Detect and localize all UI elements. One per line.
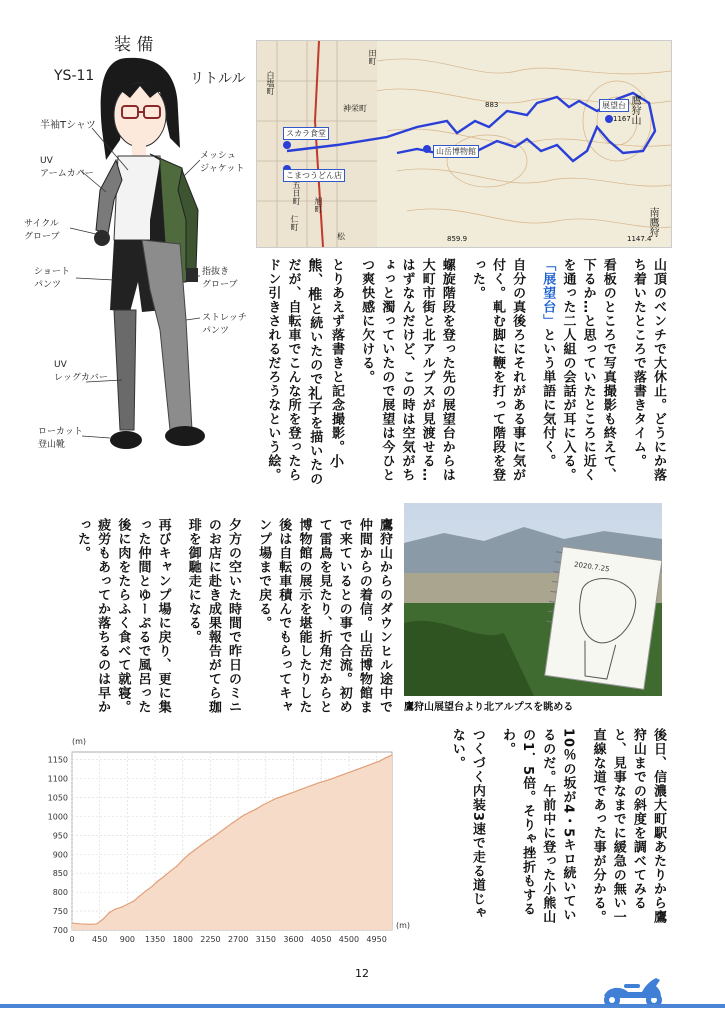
label-cycle-glove: サイクル グローブ (24, 219, 60, 242)
chart-data-point (219, 832, 220, 833)
map-town-1: 五日町 (292, 181, 301, 205)
text-paragraph: 自分の真後ろにそれがある事に気が付く。軋む脚に鞭を打って階段を登った。 (469, 258, 526, 482)
character-drawing (10, 20, 250, 490)
chart-data-point (250, 811, 251, 812)
chart-data-point (127, 904, 128, 905)
map-label-skylark: スカラ食堂 (283, 127, 329, 140)
chart-data-point (274, 798, 275, 799)
chart-data-point (373, 763, 374, 764)
name-koguma: 小熊 (306, 258, 345, 470)
map-town-5: 白塩町 (266, 71, 275, 95)
map-label-south: 南鷹狩 (647, 207, 658, 237)
chart-x-tick-label: 900 (119, 935, 136, 944)
map-label-udon: こまつうどん店 (283, 169, 345, 182)
chart-data-point (336, 776, 337, 777)
label-uv-arm: UV アームカバー (40, 156, 94, 179)
topographic-map (257, 41, 671, 247)
chart-x-tick-label: 450 (92, 935, 108, 944)
bike-name: リトルル (190, 71, 246, 87)
chart-data-point (318, 782, 319, 783)
chart-data-point (231, 823, 232, 824)
chart-x-tick-label: 1800 (172, 935, 193, 944)
chart-data-point (311, 785, 312, 786)
chart-data-point (281, 796, 282, 797)
text-paragraph: 螺旋階段を登った先の展望台からは大町市街と北アルプスが見渡せる…はずなんだけど、この時は空気がちょっと濁っていたので展望は今ひとつ爽快感に欠ける。 (359, 258, 455, 482)
chart-data-point (71, 923, 72, 924)
chart-data-point (348, 772, 349, 773)
chart-data-point (96, 923, 97, 924)
chart-data-point (225, 827, 226, 828)
equipment-title: 装 備 (114, 35, 154, 55)
chart-data-point (385, 757, 386, 758)
map-label-observatory: 展望台 (599, 99, 629, 112)
text-paragraph: つくづく内装3速で走る道じゃない。 (449, 728, 485, 921)
highlight-observatory: 「展望台」 (540, 258, 556, 328)
chart-data-point (90, 924, 91, 925)
map-elev-4: 859.9 (447, 235, 468, 243)
chart-y-axis-label: (m) (72, 737, 87, 746)
map-label-mountain: 鷹狩山 (629, 95, 640, 125)
chart-y-tick-label: 1000 (47, 812, 68, 822)
chart-data-point (244, 814, 245, 815)
chart-y-tick-label: 1050 (47, 793, 68, 803)
chart-x-tick-label: 4950 (366, 935, 387, 944)
chart-x-tick-label: 0 (69, 935, 75, 944)
route-map (256, 40, 672, 248)
label-stretch-pants: ストレッチ パンツ (202, 313, 247, 336)
name-shii: 椎 (306, 287, 323, 303)
chart-y-tick-label: 1100 (47, 774, 68, 784)
elevation-chart (40, 730, 420, 950)
chart-data-point (151, 886, 152, 887)
chart-x-tick-label: 3150 (255, 935, 277, 944)
chart-y-tick-label: 750 (52, 907, 68, 917)
text-paragraph: 10％の坂が4・5キロ続いているのだ。午前中に登った小熊山の1．5倍。そりゃ挫折もするわ。 (500, 728, 576, 924)
map-label-museum: 山岳博物館 (433, 145, 479, 158)
chart-data-point (201, 845, 202, 846)
chart-y-tick-label: 850 (52, 869, 68, 879)
chart-data-point (170, 870, 171, 871)
chart-data-point (121, 907, 122, 908)
label-shoes: ローカット 登山靴 (38, 427, 83, 450)
chart-data-point (213, 836, 214, 837)
text-paragraph: 鷹狩山からのダウンヒル途中で仲間からの着信。山岳博物館まで来ているとの事で合流。初めて雷鳥を見たり、折角だからと博物館の展示を堪能したりした後は自転車積んでもらってキャンプ場まで戻る。 (256, 518, 392, 714)
chart-data-point (194, 849, 195, 850)
map-elev-1: 883 (485, 101, 499, 109)
footer-bar (0, 1004, 725, 1008)
chart-data-point (293, 792, 294, 793)
chart-data-point (305, 787, 306, 788)
text-paragraph: 夕方の空いた時間で昨日のミニのお店に赴き成果報告がてら珈琲を御馳走になる。 (185, 518, 242, 714)
map-town-3: 旭町 (314, 197, 323, 213)
chart-data-point (176, 866, 177, 867)
chart-x-tick-label: 2250 (200, 935, 221, 944)
chart-data-point (324, 781, 325, 782)
chart-y-tick-label: 950 (52, 831, 68, 841)
chart-data-point (299, 789, 300, 790)
chart-data-point (102, 919, 103, 920)
text-paragraph: 再びキャンプ場に戻り、更に集った仲間とゆーぷるで風呂った後に肉をたらふく食べて就寝。疲労もあってか落ちるのは早かった。 (75, 518, 171, 714)
chart-x-tick-label: 4050 (311, 935, 332, 944)
label-short-pants: ショート パンツ (34, 267, 70, 290)
map-town-7: 松 (337, 232, 345, 241)
equipment-illustration (10, 20, 250, 490)
chart-x-tick-label: 1350 (144, 935, 166, 944)
label-finger-glove: 指抜き グローブ (202, 267, 238, 290)
page-number: 12 (355, 967, 369, 980)
text-paragraph: 山頂のベンチで大休止。どうにか落ち着いたところで落書きタイム。 (630, 258, 666, 482)
chart-x-tick-label: 3600 (283, 935, 304, 944)
text-paragraph: とりあえず落書きと記念撮影。小熊、椎と続いたので礼子を描いたのだが、自転車でこんな所を登ったらドン引きされるだろうなという絵。 (265, 258, 345, 487)
chart-data-point (139, 895, 140, 896)
sketch-date: 2020.7.25 (573, 560, 611, 574)
chart-data-point (207, 840, 208, 841)
label-uv-leg: UV レッグカバー (54, 360, 108, 383)
chart-y-tick-label: 800 (52, 888, 68, 898)
name-reiko: 礼子 (306, 386, 323, 417)
chart-data-point (114, 909, 115, 910)
chart-data-point (367, 765, 368, 766)
map-town-6: 田町 (368, 49, 377, 65)
text-block-gradient (424, 728, 668, 928)
chart-data-point (81, 923, 82, 924)
chart-data-point (158, 880, 159, 881)
chart-data-point (256, 808, 257, 809)
label-shirt: 半袖Tシャツ (40, 120, 96, 131)
observatory-photo (404, 503, 662, 696)
mountain-photo (404, 503, 662, 696)
chart-data-point (391, 754, 392, 755)
chart-x-tick-label: 2700 (227, 935, 249, 944)
chart-data-point (354, 770, 355, 771)
photo-caption: 鷹狩山展望台より北アルプスを眺める (404, 702, 574, 713)
chart-y-tick-label: 700 (52, 926, 68, 935)
map-town-4: 神栄町 (343, 104, 367, 113)
chart-data-point (287, 794, 288, 795)
chart-data-point (108, 912, 109, 913)
chart-data-point (342, 774, 343, 775)
chart-data-point (188, 854, 189, 855)
chart-data-point (262, 804, 263, 805)
chart-data-point (330, 779, 331, 780)
text-paragraph: 後日、信濃大町駅あたりから鷹狩山までの斜度を調べてみると、見事なまでに緩急の無い一直線な道であった事が分かる。 (590, 728, 666, 924)
map-elev-3: 1147.4 (627, 235, 652, 243)
chart-x-tick-label: 4500 (338, 935, 360, 944)
map-town-2: 仁町 (290, 215, 299, 231)
chart-data-point (238, 818, 239, 819)
chart-data-point (145, 890, 146, 891)
label-mesh-jacket: メッシュ ジャケット (200, 151, 245, 174)
chart-y-tick-label: 900 (52, 850, 68, 860)
text-paragraph: 看板のところで写真撮影も終えて、下るか…と思っていたところに近くを通った二人組の会話が耳に入る。「展望台」という単語に気付く。 (540, 258, 616, 482)
bike-model: YS-11 (54, 68, 95, 84)
text-block-downhill (64, 518, 394, 714)
chart-data-point (361, 767, 362, 768)
map-elev-2: 1167 (613, 115, 631, 123)
chart-data-point (182, 859, 183, 860)
chart-data-point (268, 801, 269, 802)
elevation-chart-svg (40, 730, 420, 950)
chart-data-point (164, 876, 165, 877)
chart-x-axis-label: (m) (396, 921, 411, 930)
text-block-summit (265, 258, 668, 494)
chart-data-point (379, 760, 380, 761)
chart-y-tick-label: 1150 (47, 755, 68, 765)
chart-data-point (133, 901, 134, 902)
